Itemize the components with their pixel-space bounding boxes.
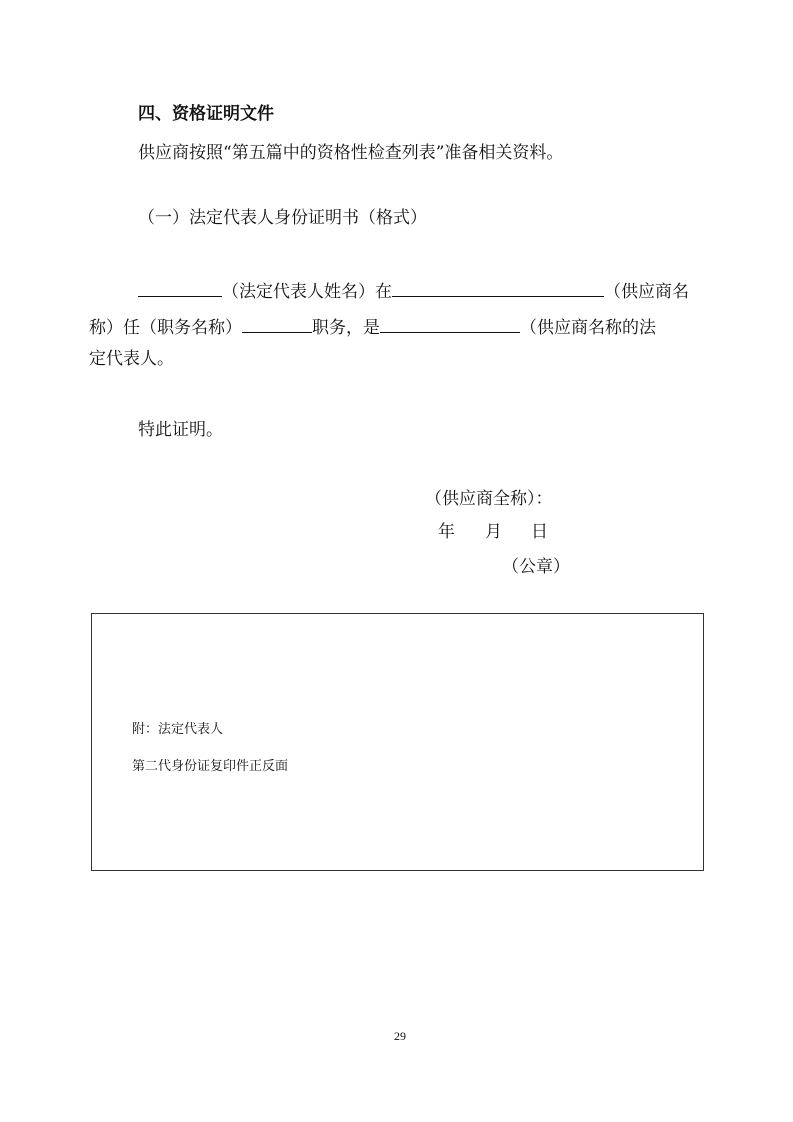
seal-label: （公章） bbox=[502, 557, 570, 577]
attachment-line-2: 第二代身份证复印件正反面 bbox=[132, 759, 289, 774]
id-copy-attachment-box bbox=[91, 613, 704, 871]
blank-supplier-name-2[interactable] bbox=[380, 314, 520, 333]
supplier-fullname-label: （供应商全称）： bbox=[425, 489, 553, 509]
text-position-label: 称）任（职务名称） bbox=[89, 318, 242, 338]
certificate-statement: 特此证明。 bbox=[138, 420, 223, 440]
date-day: 日 bbox=[531, 522, 548, 542]
section-intro: 供应商按照“第五篇中的资格性检查列表”准备相关资料。 bbox=[138, 143, 564, 163]
date-year: 年 bbox=[438, 522, 455, 542]
certificate-title: （一）法定代表人身份证明书（格式） bbox=[138, 208, 427, 228]
page-number: 29 bbox=[394, 1029, 406, 1043]
text-supplier-name-label: （供应商名 bbox=[604, 282, 689, 302]
section-heading: 四、资格证明文件 bbox=[138, 104, 274, 124]
text-rep-name-label: （法定代表人姓名）在 bbox=[222, 282, 392, 302]
text-supplier-legal-label: （供应商名称的法 bbox=[520, 318, 656, 338]
paragraph-line-3: 定代表人。 bbox=[89, 349, 174, 369]
paragraph-line-1 bbox=[138, 278, 689, 304]
date-month: 月 bbox=[485, 522, 502, 542]
attachment-line-1: 附：法定代表人 bbox=[132, 722, 224, 737]
blank-supplier-name[interactable] bbox=[392, 278, 604, 297]
paragraph-line-2 bbox=[89, 314, 656, 340]
blank-position[interactable] bbox=[242, 314, 312, 333]
blank-rep-name[interactable] bbox=[138, 278, 222, 297]
text-position-suffix: 职务，是 bbox=[312, 318, 380, 338]
